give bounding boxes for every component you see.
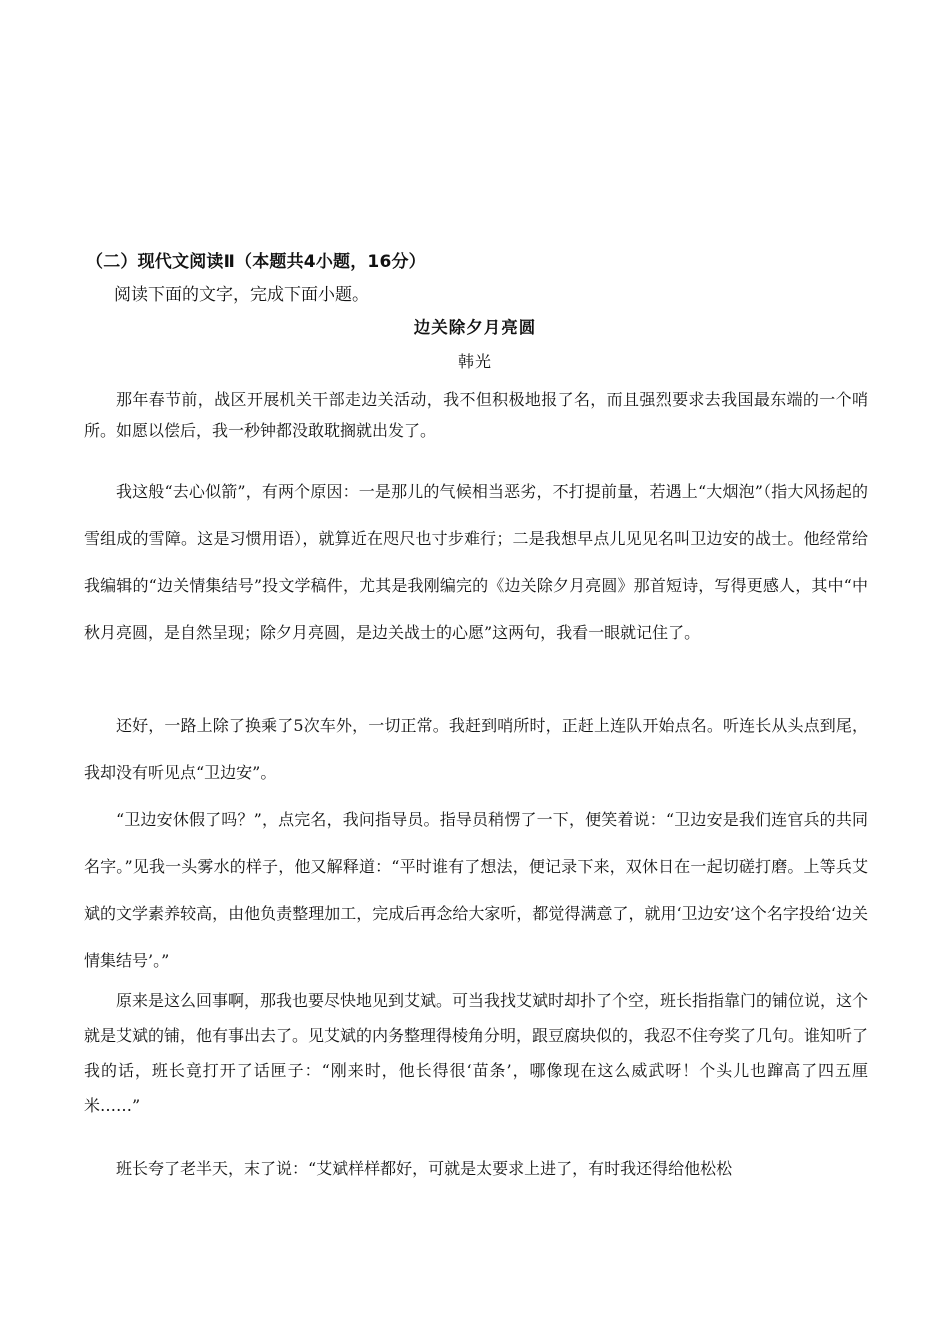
- section-heading: （二）现代文阅读Ⅱ（本题共4小题，16分）: [86, 252, 426, 272]
- article-paragraph-1: 那年春节前，战区开展机关干部走边关活动，我不但积极地报了名，而且强烈要求去我国最东端的一个哨所。如愿以偿后，我一秒钟都没敢耽搁就出发了。: [84, 390, 868, 440]
- article-author: 韩光: [457, 352, 492, 371]
- reading-instruction: 阅读下面的文字，完成下面小题。: [114, 285, 369, 305]
- article-paragraph-3: 还好，一路上除了换乘了5次车外，一切正常。我赶到哨所时，正赶上连队开始点名。听连长从头点到尾，我却没有听见点“卫边安”。: [84, 716, 868, 782]
- article-paragraph-5: 原来是这么回事啊，那我也要尽快地见到艾斌。可当我找艾斌时却扑了个空，班长指指靠门的铺位说，这个就是艾斌的铺，他有事出去了。见艾斌的内务整理得棱角分明，跟豆腐块似的，我忍不住夸奖了几句。谁知听了我的话，班长竟打开了话匣子：“刚来时，他长得很‘苗条’，哪像现在这么威武呀！个头儿也蹿高了四五厘米……”: [84, 991, 869, 1115]
- article-title: 边关除夕月亮圆: [413, 318, 537, 337]
- article-paragraph-6: 班长夸了老半天，末了说：“艾斌样样都好，可就是太要求上进了，有时我还得给他松松: [116, 1159, 733, 1178]
- article-paragraph-4: “卫边安休假了吗？”，点完名，我问指导员。指导员稍愣了一下，便笑着说：“卫边安是我们连官兵的共同名字。”见我一头雾水的样子，他又解释道：“平时谁有了想法，便记录下来，双休日在一起切磋打磨。上等兵艾斌的文学素养较高，由他负责整理加工，完成后再念给大家听，都觉得满意了，就用‘卫边安’这个名字投给‘边关情集结号’。”: [84, 810, 868, 970]
- article-paragraph-2: 我这般“去心似箭”，有两个原因：一是那儿的气候相当恶劣，不打提前量，若遇上“大烟泡”（指大风扬起的雪组成的雪障。这是习惯用语），就算近在咫尺也寸步难行；二是我想早点儿见见名叫卫边安的战士。他经常给我编辑的“边关情集结号”投文学稿件，尤其是我刚编完的《边关除夕月亮圆》那首短诗，写得更感人，其中“中秋月亮圆，是自然呈现；除夕月亮圆，是边关战士的心愿”这两句，我看一眼就记住了。: [84, 482, 868, 642]
